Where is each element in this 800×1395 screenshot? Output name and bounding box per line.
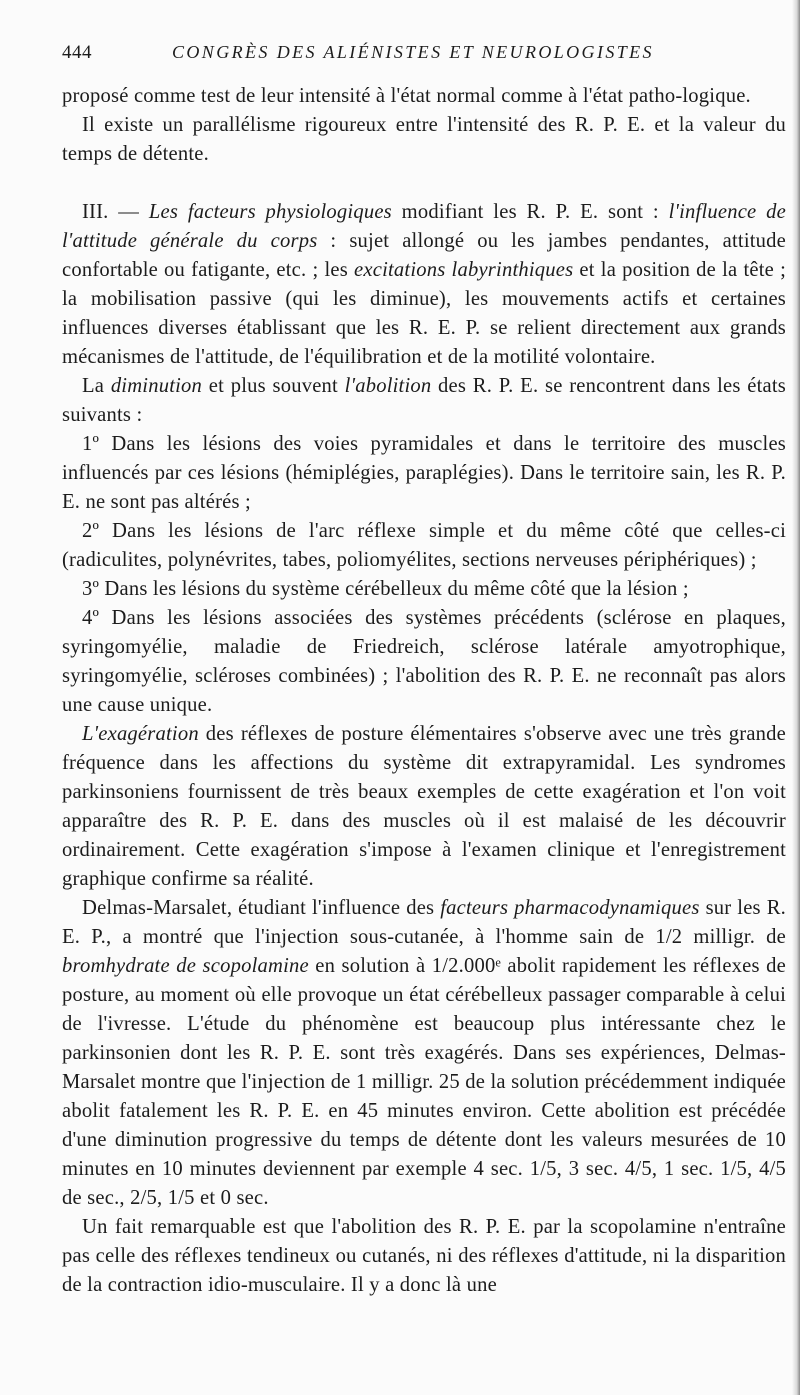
text-run: sur les R. E. P., a montré que l'injection sous-cutanée, à l'homme sain de 1/2 milligr. de [62,897,787,948]
text-run: 2º Dans les lésions de l'arc réflexe simple et du même côté que celles-ci (radiculites, polynévrites, tabes, poliomyélites, sections nerveuses périphériques) ; [62,520,786,571]
running-title: CONGRÈS DES ALIÉNISTES ET NEUROLOGISTES [172,42,654,62]
paragraph [62,894,786,1213]
paragraph [62,430,786,517]
text-run: Un fait remarquable est que l'abolition des R. P. E. par la scopolamine n'entraîne pas celle des réflexes tendineux ou cutanés, ni des réflexes d'attitude, ni la disparition de la contraction idio-musculaire. Il y a donc là une [62,1216,786,1296]
italic-text-run: excitations labyrinthiques [354,259,574,281]
text-run: proposé comme test de leur intensité à l'état normal comme à l'état patho-logique. [62,85,751,107]
running-header [62,42,792,66]
italic-text-run: bromhydrate de scopolamine [62,955,309,977]
text-run: La [82,375,111,397]
text-run: et la position de la tête ; la mobilisation passive (qui les diminue), les mouvements actifs et certaines influences diverses établissant que les R. E. P. se relient directement aux grands mécanismes de l'attitude, de l'équilibration et de la motilité volontaire. [62,259,786,368]
text-run: III. — [82,201,149,223]
page-number: 444 [62,42,92,63]
text-run: modifiant les R. P. E. sont : [391,201,669,223]
page-edge-shadow [792,0,800,1395]
paragraph [62,720,786,894]
text-run: des R. P. E. se rencontrent dans les états suivants : [62,375,787,426]
paragraph [62,1213,786,1300]
text-run: Il existe un parallélisme rigoureux entre l'intensité des R. P. E. et la valeur du temps de détente. [62,114,786,165]
paragraph [62,372,786,430]
italic-text-run: diminution [110,375,203,397]
italic-text-run: l'abolition [344,375,432,397]
italic-text-run: Les facteurs physiologiques [148,201,392,223]
text-run: des réflexes de posture élémentaires s'observe avec une très grande fréquence dans les affections du système dit extrapyramidal. Les syndromes parkinsoniens fournissent de très beaux exemples de cette exagération et l'on voit apparaître des R. P. E. dans des muscles où il est malaisé de les découvrir ordinairement. Cette exagération s'impose à l'examen clinique et l'enregistrement graphique confirme sa réalité. [62,723,786,890]
italic-text-run: l'influence de l'attitude générale du corps [62,201,786,252]
paragraph [62,517,786,575]
paragraph [62,604,786,720]
text-run: et plus souvent [202,375,345,397]
paragraph [62,575,786,604]
paragraph [62,82,786,111]
paragraph [62,111,786,169]
italic-text-run: facteurs pharmacodynamiques [440,897,700,919]
text-run: : sujet allongé ou les jambes pendantes, attitude confortable ou fatigante, etc. ; les [62,230,786,281]
text-run: Delmas-Marsalet, étudiant l'influence des [82,897,441,919]
text-run: 4º Dans les lésions associées des systèmes précédents (sclérose en plaques, syringomyélie, maladie de Friedreich, sclérose latérale amyotrophique, syringomyélie, scléroses combinées) ; l'abolition des R. P. E. ne reconnaît pas alors une cause unique. [62,607,786,716]
italic-text-run: L'exagération [82,723,199,745]
text-run: 1º Dans les lésions des voies pyramidales et dans le territoire des muscles influencés par ces lésions (hémiplégies, paraplégies). Dans le territoire sain, les R. P. E. ne sont pas altérés ; [62,433,786,513]
body-text [62,82,786,1300]
paragraph [62,198,786,372]
text-run: 3º Dans les lésions du système cérébelleux du même côté que la lésion ; [82,578,689,600]
text-run: en solution à 1/2.000ᵉ abolit rapidement les réflexes de posture, au moment où elle provoque un état cérébelleux passager comparable à celui de l'ivresse. L'étude du phénomène est beaucoup plus intéressante chez le parkinsonien dont les R. P. E. sont très exagérés. Dans ses expériences, Delmas-Marsalet montre que l'injection de 1 milligr. 25 de la solution précédemment indiquée abolit fatalement les R. P. E. en 45 minutes environ. Cette abolition est précédée d'une diminution progressive du temps de détente dont les valeurs mesurées de 10 minutes en 10 minutes deviennent par exemple 4 sec. 1/5, 3 sec. 4/5, 1 sec. 1/5, 4/5 de sec., 2/5, 1/5 et 0 sec. [62,955,786,1209]
